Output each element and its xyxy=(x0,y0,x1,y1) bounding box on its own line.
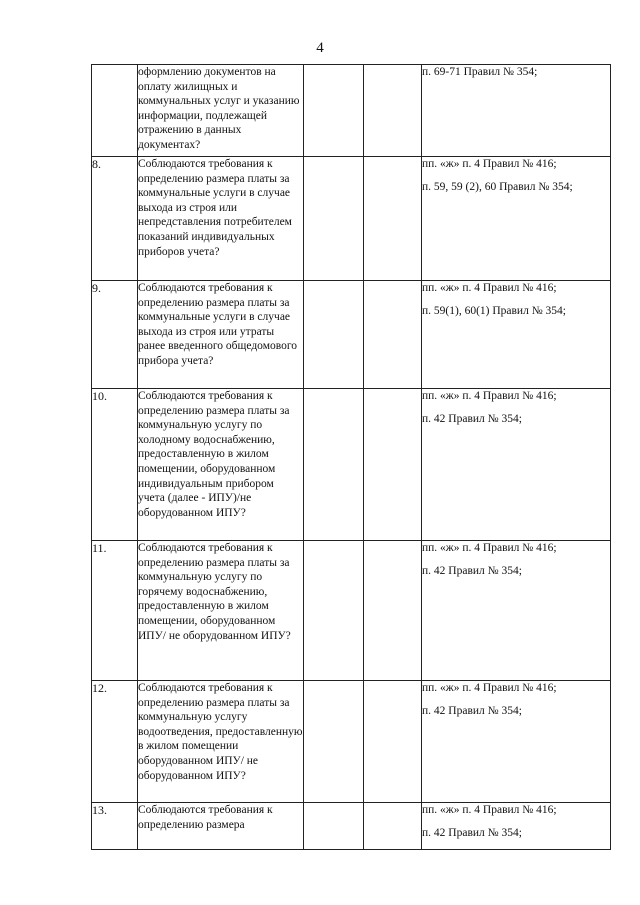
table-row xyxy=(92,65,611,157)
reference-line: п. 69-71 Правил № 354; xyxy=(422,66,538,78)
reference-line: п. 42 Правил № 354; xyxy=(422,705,522,717)
table-body xyxy=(92,65,611,850)
reference-line: пп. «ж» п. 4 Правил № 416; xyxy=(422,682,557,694)
legal-reference xyxy=(422,281,611,389)
reference-line: п. 59, 59 (2), 60 Правил № 354; xyxy=(422,181,573,193)
table-row xyxy=(92,281,611,389)
reference-line: п. 42 Правил № 354; xyxy=(422,565,522,577)
answer-cell-no[interactable] xyxy=(364,65,422,157)
answer-cell-yes[interactable] xyxy=(304,389,364,541)
question-text: Соблюдаются требования к определению размера платы за коммунальную услугу водоотведения, предоставленную в жилом помещении оборудованном ИПУ/ не оборудованном ИПУ? xyxy=(138,681,304,803)
question-text: Соблюдаются требования к определению размера платы за коммунальные услуги в случае выхода из строя или непредставления потребителем показаний индивидуальных приборов учета? xyxy=(138,157,304,281)
legal-reference xyxy=(422,541,611,681)
legal-reference xyxy=(422,65,611,157)
question-text: оформлению документов на оплату жилищных и коммунальных услуг и указанию информации, подлежащей отражению в данных документах? xyxy=(138,65,304,157)
question-text: Соблюдаются требования к определению размера платы за коммунальную услугу по холодному водоснабжению, предоставленную в жилом помещении, оборудованном индивидуальным прибором учета (далее - ИПУ)/не оборудованном ИПУ? xyxy=(138,389,304,541)
answer-cell-no[interactable] xyxy=(364,281,422,389)
row-number: 12. xyxy=(92,681,138,803)
legal-reference xyxy=(422,157,611,281)
row-number: 9. xyxy=(92,281,138,389)
table-row xyxy=(92,389,611,541)
reference-line: пп. «ж» п. 4 Правил № 416; xyxy=(422,282,557,294)
question-text: Соблюдаются требования к определению размера xyxy=(138,803,304,850)
table-row xyxy=(92,803,611,850)
row-number xyxy=(92,65,138,157)
reference-line: пп. «ж» п. 4 Правил № 416; xyxy=(422,390,557,402)
answer-cell-yes[interactable] xyxy=(304,65,364,157)
question-text: Соблюдаются требования к определению размера платы за коммунальную услугу по горячему водоснабжению, предоставленную в жилом помещении, оборудованном ИПУ/ не оборудованном ИПУ? xyxy=(138,541,304,681)
row-number: 8. xyxy=(92,157,138,281)
answer-cell-no[interactable] xyxy=(364,541,422,681)
row-number: 11. xyxy=(92,541,138,681)
row-number: 10. xyxy=(92,389,138,541)
table-row xyxy=(92,681,611,803)
answer-cell-no[interactable] xyxy=(364,803,422,850)
legal-reference xyxy=(422,803,611,850)
reference-line: пп. «ж» п. 4 Правил № 416; xyxy=(422,804,557,816)
reference-line: пп. «ж» п. 4 Правил № 416; xyxy=(422,542,557,554)
reference-line: пп. «ж» п. 4 Правил № 416; xyxy=(422,158,557,170)
reference-line: п. 42 Правил № 354; xyxy=(422,827,522,839)
reference-line: п. 42 Правил № 354; xyxy=(422,413,522,425)
answer-cell-yes[interactable] xyxy=(304,803,364,850)
row-number: 13. xyxy=(92,803,138,850)
page-number: 4 xyxy=(316,40,324,56)
table-row xyxy=(92,541,611,681)
table-row xyxy=(92,157,611,281)
legal-reference xyxy=(422,681,611,803)
answer-cell-no[interactable] xyxy=(364,389,422,541)
checklist-table xyxy=(91,64,611,850)
answer-cell-no[interactable] xyxy=(364,157,422,281)
answer-cell-yes[interactable] xyxy=(304,681,364,803)
legal-reference xyxy=(422,389,611,541)
reference-line: п. 59(1), 60(1) Правил № 354; xyxy=(422,305,566,317)
question-text: Соблюдаются требования к определению размера платы за коммунальные услуги в случае выхода из строя или утраты ранее введенного общедомового прибора учета? xyxy=(138,281,304,389)
answer-cell-yes[interactable] xyxy=(304,281,364,389)
answer-cell-yes[interactable] xyxy=(304,541,364,681)
answer-cell-yes[interactable] xyxy=(304,157,364,281)
answer-cell-no[interactable] xyxy=(364,681,422,803)
